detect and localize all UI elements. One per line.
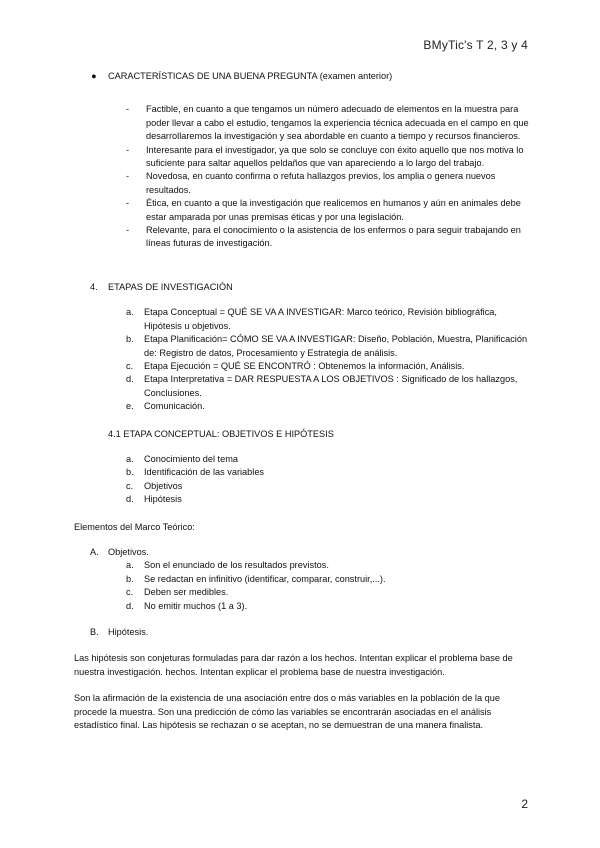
stages-list: [74, 306, 529, 413]
dash-icon: -: [126, 104, 130, 115]
list-item: a. Conocimiento del tema: [126, 453, 238, 464]
list-item: - Factible, en cuanto a que tengamos un número adecuado de elementos en la muestra para poder llevar a cabo el estudio, tengamos la experiencia técnica adecuada en el campo en que desarrollaremos la investigación y sea abordable en cuanto a tiempo y recursos financieros.: [126, 104, 529, 142]
document-body: [74, 70, 529, 732]
stages-heading: ETAPAS DE INVESTIGACIÓN: [108, 281, 233, 292]
hipotesis-heading-row: B. Hipótesis.: [90, 627, 149, 637]
hipotesis-title: Hipótesis.: [108, 627, 149, 637]
objetivos-title: Objetivos.: [108, 546, 149, 557]
stages-number: 4.: [90, 281, 98, 292]
objetivos-list: [74, 559, 529, 613]
characteristics-list: [74, 103, 529, 250]
stages-heading-row: [74, 281, 529, 294]
list-item: b. Etapa Planificación= CÓMO SE VA A INVESTIGAR: Diseño, Población, Muestra, Planificación de: Registro de datos, Procesamiento y Estrategia de análisis.: [126, 334, 528, 358]
characteristics-heading: CARACTERÍSTICAS DE UNA BUENA PREGUNTA (examen anterior): [108, 71, 393, 81]
page-header-title: BMyTic's T 2, 3 y 4: [423, 38, 528, 52]
list-item: - Relevante, para el conocimiento o la asistencia de los enfermos o para seguir trabajando en líneas futuras de investigación.: [126, 225, 521, 249]
dash-icon: -: [126, 144, 130, 155]
paragraph: Son la afirmación de la existencia de una asociación entre dos o más variables en la población de la que procede la muestra. Son una predicción de cómo las variables se encontrarán asociadas en el análisis estadístico final. Las hipótesis se rechazan o se aceptan, no se demuestran de una manera finalista.: [74, 693, 500, 731]
page-number: 2: [521, 797, 528, 811]
paragraph: Las hipótesis son conjeturas formuladas para dar razón a los hechos. Intentan explicar el problema base de nuestra investigación. hechos. Intentan explicar el problema base de nuestra investigación.: [74, 653, 513, 677]
dash-icon: -: [126, 225, 130, 236]
characteristics-heading-row: [74, 70, 529, 83]
list-item: b. Se redactan en infinitivo (identificar, comparar, construir,...).: [126, 573, 386, 584]
conceptual-heading: 4.1 ETAPA CONCEPTUAL: OBJETIVOS E HIPÓTESIS: [108, 428, 334, 439]
list-item: c. Objetivos: [126, 480, 183, 491]
list-item: - Novedosa, en cuanto confirma o refuta hallazgos previos, los amplia o genera nuevos resultados.: [126, 171, 496, 195]
list-item: c. Etapa Ejecución = QUÉ SE ENCONTRÓ : Obtenemos la información, Análisis.: [126, 360, 465, 371]
list-item: - Interesante para el investigador, ya que solo se concluye con éxito aquello que nos motiva lo suficiente para saltar aquellos peldaños que van apareciendo a lo largo del trabajo.: [126, 144, 524, 169]
conceptual-list: [74, 453, 529, 507]
list-item: b. Identificación de las variables: [126, 467, 265, 478]
list-item: a. Son el enunciado de los resultados previstos.: [126, 560, 329, 571]
list-item: d. Etapa Interpretativa = DAR RESPUESTA A LOS OBJETIVOS : Significado de los hallazgos, Conclusiones.: [126, 374, 518, 398]
bullet-icon: ●: [91, 71, 97, 81]
list-item: d. Hipótesis: [126, 494, 182, 505]
list-item: e. Comunicación.: [126, 401, 205, 412]
objetivos-heading-row: A. Objetivos.: [90, 546, 149, 557]
list-item: d. No emitir muchos (1 a 3).: [126, 600, 248, 611]
dash-icon: -: [126, 198, 130, 209]
list-item: a. Etapa Conceptual = QUÉ SE VA A INVESTIGAR: Marco teórico, Revisión bibliográfica, Hipótesis u objetivos.: [126, 307, 497, 331]
marco-label: Elementos del Marco Teórico:: [74, 521, 195, 532]
dash-icon: -: [126, 171, 130, 182]
list-item: c. Deben ser medibles.: [126, 587, 229, 598]
list-item: - Ética, en cuanto a que la investigación que realicemos en humanos y aún en animales debe estar amparada por unas premisas éticas y por una legislación.: [126, 198, 521, 222]
